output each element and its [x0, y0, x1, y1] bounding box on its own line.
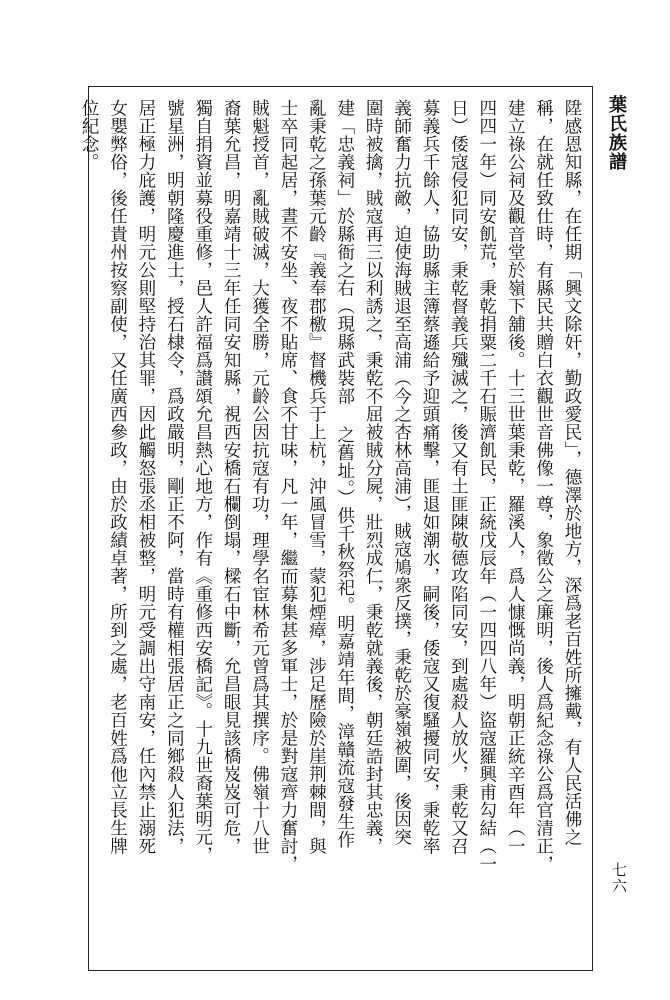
text-column: 裔葉允昌，明嘉靖十三年任同安知縣，視西安橋石欄倒塌，樑石中斷，允昌眼見該橋岌岌可危， [221, 99, 242, 855]
text-column: 女嬰弊俗，後任貴州按察副使，又任廣西參政，由於政績卓著，所到之處，老百姓爲他立長生牌 [107, 99, 128, 855]
text-column: 位紀念。 [79, 99, 100, 171]
text-column: 居正極力庇護，明元公則堅持治其罪，因此觸怒張丞相被整，明元受調出守南安，任內禁止溺死 [135, 99, 156, 855]
book-title: 葉氏族譜 [606, 95, 627, 171]
page-number: 七六 [610, 862, 628, 894]
text-column: 號星洲，明朝隆慶進士，授石棣令，爲政嚴明，剛正不阿，當時有權相張居正之同鄉殺人犯法， [164, 99, 185, 855]
text-column: 士卒同起居，晝不安坐、夜不貼席、食不甘味，凡一年，繼而募集甚多軍士，於是對寇齊力奮討， [277, 99, 298, 873]
text-column: 獨自捐資並募役重修，邑人許福爲讃頌允昌熱心地方，作有《重修西安橋記》。十九世裔葉明元， [192, 99, 213, 865]
text-column: 日）倭寇侵犯同安，秉乾督義兵殲滅之，後又有土匪陳敬德攻陷同安，到處殺人放火，秉乾又召 [448, 99, 469, 855]
text-column: 募義兵千餘人，協助縣主簿蔡遜給予迎頭痛擊，匪退如潮水，嗣後，倭寇又復騷擾同安，秉乾率 [419, 99, 440, 855]
text-column: 四四一年）同安飢荒，秉乾捐粟二千石賑濟飢民，正統戊辰年（一四四八年）盜寇羅興甫勾結（一 [476, 99, 497, 873]
text-column: 亂秉乾之孫葉元齡『義奉郡檄』督機兵于上杭，沖風冒雪，蒙犯煙瘴，涉足歷險於崖荆棘間，與 [306, 99, 327, 855]
text-column: 建「忠義祠」於縣衙之右（現縣武裝部 之舊址。）供千秋祭祀。明嘉靖年間，漳贛流寇發生作 [334, 99, 355, 849]
page-frame [79, 86, 593, 971]
text-column: 義師奮力抗敵，迫使海賊退至高浦（今之杏林高浦），賊寇鳩衆反撲，秉乾於豪嶺被圍，後因突 [391, 99, 412, 847]
text-column: 建立祿公祠及觀音堂於嶺下舖後。十三世葉秉乾，羅溪人，爲人慷慨尚義，明朝正統辛酉年（一 [505, 99, 526, 855]
text-column: 圍時被擒，賊寇再三以利誘之，秉乾不屈被賊分屍，壯烈成仁，秉乾就義後，朝廷誥封其忠義， [363, 99, 384, 855]
text-column: 賊魁授首，亂賊破滅，大獲全勝，元齡公因抗寇有功，理學名宦林希元曾爲其撰序。佛嶺十八世 [249, 99, 270, 855]
text-column: 陞感恩知縣，在任期「興文除奸，勤政愛民」，德澤於地方，深爲老百姓所擁戴，有人民活佛之 [562, 99, 582, 847]
body-text [75, 99, 586, 959]
text-column: 稱，在就任致仕時，有縣民共贈白衣觀世音佛像一尊，象徵公之廉明，後人爲紀念祿公爲官清正， [533, 99, 554, 873]
